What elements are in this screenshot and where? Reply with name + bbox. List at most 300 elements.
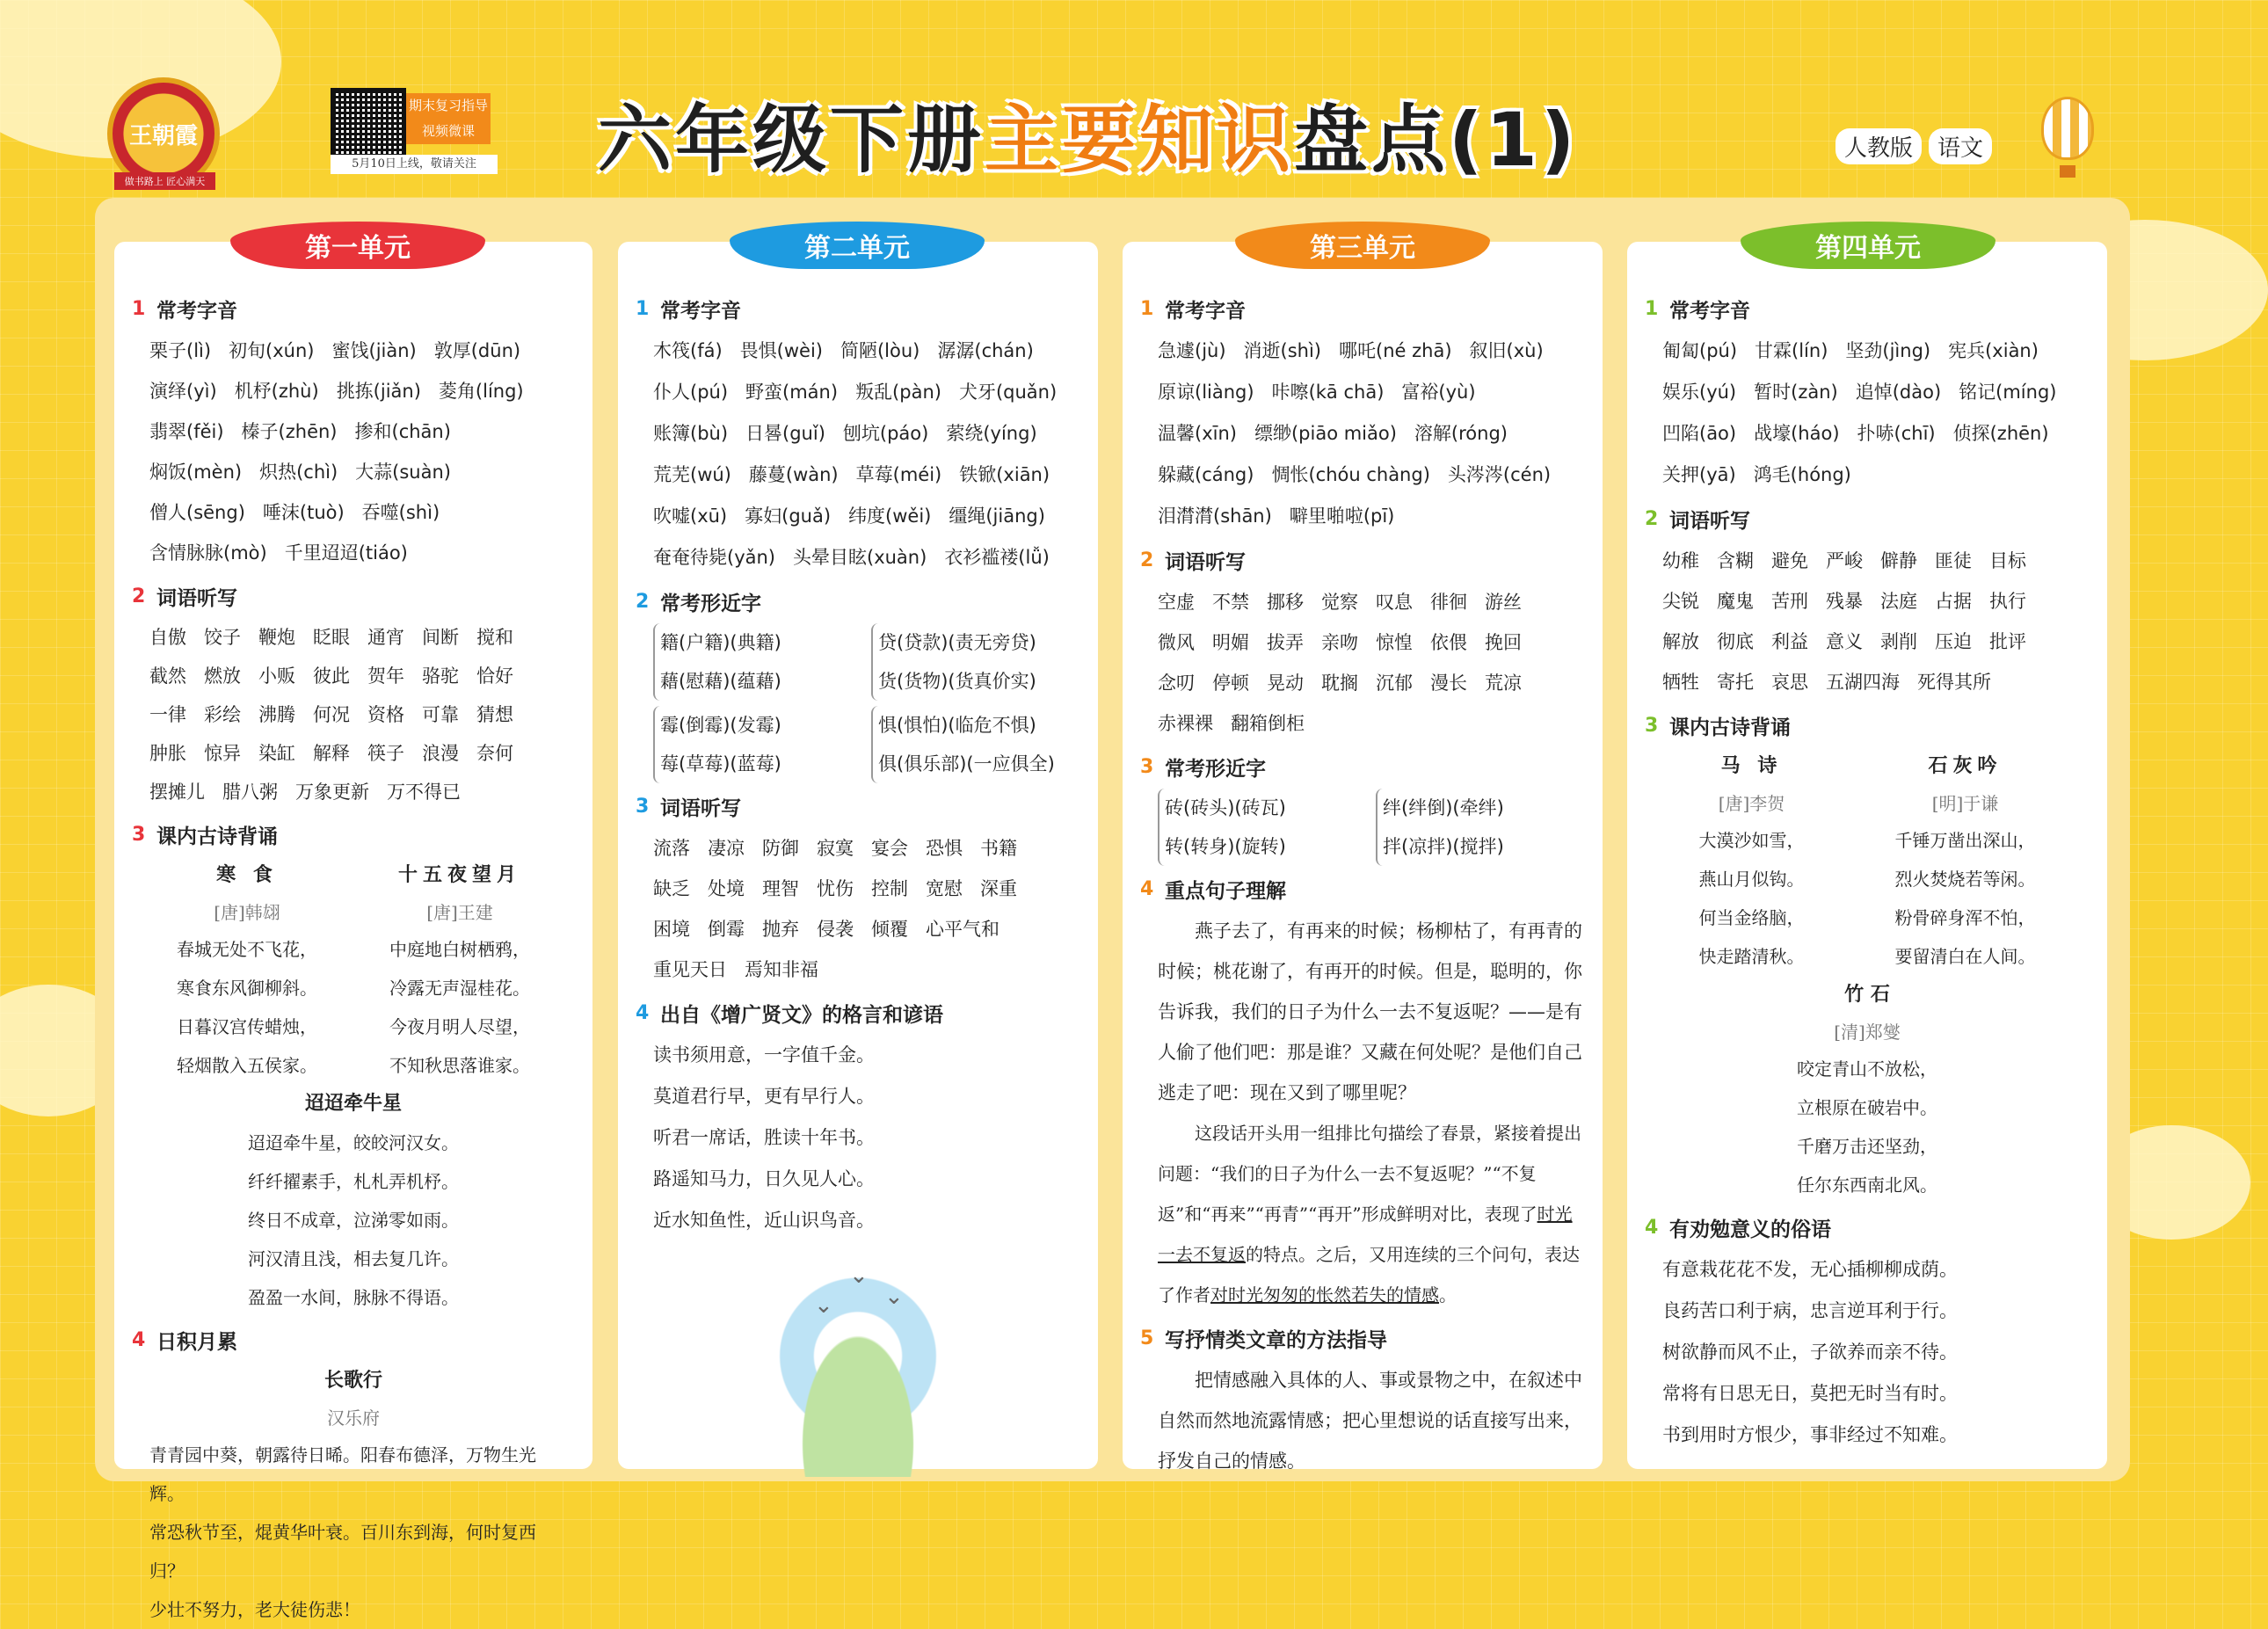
poem-line: 千磨万击还坚劲， bbox=[1797, 1136, 1937, 1157]
word-item: 心平气和 bbox=[926, 919, 1000, 940]
similar-char-item: 籍(户籍)(典籍) bbox=[660, 632, 781, 653]
pinyin-item: 萦绕(yíng) bbox=[946, 423, 1037, 444]
word-item: 严峻 bbox=[1826, 550, 1863, 571]
proverb-line: 路遥知马力，日久见人心。 bbox=[653, 1168, 875, 1189]
word-item: 翻箱倒柜 bbox=[1231, 713, 1305, 734]
section-heading bbox=[1645, 711, 2090, 740]
word-item: 控制 bbox=[871, 878, 908, 899]
section-number: 2 bbox=[132, 585, 146, 607]
word-item: 含糊 bbox=[1717, 550, 1754, 571]
word-item: 饺子 bbox=[204, 627, 241, 648]
edition-tag: 人教版 bbox=[1835, 128, 1922, 164]
proverb-line: 近水知鱼性，近山识鸟音。 bbox=[653, 1210, 875, 1231]
word-item: 空虚 bbox=[1158, 592, 1195, 613]
word-item: 处境 bbox=[708, 878, 745, 899]
word-item: 叹息 bbox=[1376, 592, 1413, 613]
word-item: 明媚 bbox=[1212, 632, 1249, 653]
word-item: 宽慰 bbox=[926, 878, 963, 899]
poem-line: 青青园中葵，朝露待日晞。阳春布德泽，万物生光辉。 bbox=[149, 1444, 536, 1504]
pinyin-item: 叙旧(xù) bbox=[1469, 340, 1544, 361]
pinyin-item: 急遽(jù) bbox=[1158, 340, 1226, 361]
word-item: 理智 bbox=[762, 878, 799, 899]
word-item: 幼稚 bbox=[1662, 550, 1699, 571]
similar-char-item: 砖(砖头)(砖瓦) bbox=[1165, 797, 1286, 818]
brand-logo-text: 王朝霞 bbox=[128, 122, 198, 149]
pinyin-item: 蜜饯(jiàn) bbox=[331, 340, 417, 361]
word-item: 游丝 bbox=[1485, 592, 1522, 613]
pinyin-item: 简陋(lòu) bbox=[840, 340, 920, 361]
section-number: 3 bbox=[1645, 715, 1659, 737]
similar-char-group bbox=[653, 706, 862, 783]
word-item: 忧伤 bbox=[817, 878, 854, 899]
word-item: 奈何 bbox=[476, 743, 513, 764]
poem bbox=[177, 856, 317, 1085]
section-number: 2 bbox=[1645, 508, 1659, 530]
pinyin-item: 藤蔓(wàn) bbox=[748, 464, 839, 485]
pinyin-item: 哪吒(né zhā) bbox=[1339, 340, 1452, 361]
unit1-banner: 第一单元 bbox=[230, 222, 485, 269]
section-title: 常考形近字 bbox=[1165, 758, 1266, 781]
header bbox=[0, 0, 2221, 198]
word-item: 徘徊 bbox=[1430, 592, 1467, 613]
word-item: 恐惧 bbox=[926, 838, 963, 859]
poem bbox=[132, 1085, 575, 1317]
pinyin-item: 甘霖(lín) bbox=[1755, 340, 1828, 361]
poem-line: 少壮不努力，老大徒伤悲！ bbox=[149, 1599, 360, 1620]
word-list bbox=[1140, 582, 1585, 744]
similar-char-list bbox=[1140, 789, 1585, 866]
saying-line: 常将有日思无日，莫把无时当有时。 bbox=[1662, 1383, 1958, 1404]
word-item: 五湖四海 bbox=[1826, 672, 1900, 693]
poem-author: [唐]李贺 bbox=[1718, 793, 1785, 814]
word-item: 执行 bbox=[1989, 591, 2026, 612]
word-item: 惊惶 bbox=[1376, 632, 1413, 653]
section-heading bbox=[636, 792, 1080, 821]
similar-char-list bbox=[636, 623, 1080, 783]
poem-lines bbox=[177, 930, 317, 1085]
poem-line: 河汉清且浅，相去复几许。 bbox=[248, 1248, 459, 1269]
poem bbox=[132, 1362, 575, 1436]
word-item: 挪移 bbox=[1267, 592, 1304, 613]
word-item: 间断 bbox=[422, 627, 459, 648]
word-item: 缺乏 bbox=[653, 878, 690, 899]
poem bbox=[1699, 747, 1805, 976]
pinyin-item: 吞噬(shì) bbox=[361, 502, 440, 523]
pinyin-item: 千里迢迢(tiáo) bbox=[284, 542, 408, 564]
word-item: 利益 bbox=[1771, 631, 1808, 652]
word-item: 剥削 bbox=[1880, 631, 1917, 652]
word-item: 压迫 bbox=[1935, 631, 1972, 652]
section-title: 词语听写 bbox=[660, 797, 741, 820]
word-item: 截然 bbox=[149, 665, 186, 687]
analysis-text: 的特点。之后，又用连续的三个问句，表达了作者 bbox=[1158, 1244, 1580, 1305]
word-item: 深重 bbox=[980, 878, 1017, 899]
poem-lines bbox=[1645, 1050, 2090, 1204]
poem-title: 十五夜望月 bbox=[397, 864, 521, 886]
pinyin-item: 榛子(zhēn) bbox=[241, 421, 338, 442]
word-item: 流落 bbox=[653, 838, 690, 859]
poem-pair bbox=[132, 856, 575, 1085]
balloon-icon bbox=[2041, 97, 2094, 160]
word-item: 批评 bbox=[1989, 631, 2026, 652]
word-item: 匪徒 bbox=[1935, 550, 1972, 571]
pinyin-item: 唾沫(tuò) bbox=[262, 502, 345, 523]
pinyin-item: 躲藏(cáng) bbox=[1158, 464, 1254, 485]
section-title: 常考字音 bbox=[1165, 300, 1246, 323]
section-heading bbox=[1140, 546, 1585, 575]
unit2-card bbox=[618, 242, 1098, 1469]
word-item: 依偎 bbox=[1430, 632, 1467, 653]
analysis-underline: 时光一去不复返 bbox=[1158, 1204, 1573, 1265]
poem-line: 轻烟散入五侯家。 bbox=[177, 1055, 317, 1076]
proverb-line: 读书须用意，一字值千金。 bbox=[653, 1044, 875, 1065]
section-heading bbox=[636, 999, 1080, 1028]
poem-lines bbox=[389, 930, 530, 1085]
word-item: 凄凉 bbox=[708, 838, 745, 859]
key-sentence-analysis bbox=[1140, 1113, 1585, 1315]
word-item: 法庭 bbox=[1880, 591, 1917, 612]
title-part: 六年级下册 bbox=[598, 97, 985, 183]
word-item: 荒凉 bbox=[1485, 673, 1522, 694]
word-item: 牺牲 bbox=[1662, 672, 1699, 693]
word-item: 拔弄 bbox=[1267, 632, 1304, 653]
similar-char-item: 绊(绊倒)(牵绊) bbox=[1383, 797, 1504, 818]
poem-line: 中庭地白树栖鸦， bbox=[389, 939, 530, 960]
goose-illustration bbox=[761, 1257, 955, 1477]
pinyin-item: 坚劲(jìng) bbox=[1845, 340, 1931, 361]
poem-line: 任尔东西南北风。 bbox=[1797, 1174, 1937, 1196]
word-item: 可靠 bbox=[422, 704, 459, 725]
word-item: 万不得已 bbox=[387, 782, 461, 803]
pinyin-item: 刨坑(páo) bbox=[842, 423, 929, 444]
section-heading bbox=[132, 1326, 575, 1355]
qr-note: 5月10日上线，敬请关注 bbox=[331, 155, 498, 174]
section-heading bbox=[1140, 875, 1585, 904]
word-item: 僻静 bbox=[1880, 550, 1917, 571]
section-heading bbox=[636, 295, 1080, 324]
poem-line: 寒食东风御柳斜。 bbox=[177, 978, 317, 999]
brand-ribbon: 做书路上 匠心满天 bbox=[114, 172, 215, 190]
section-heading bbox=[132, 582, 575, 611]
similar-char-group bbox=[871, 623, 1080, 701]
poem-author: [唐]王建 bbox=[426, 902, 493, 923]
poem bbox=[389, 856, 530, 1085]
pinyin-item: 溶解(róng) bbox=[1414, 423, 1508, 444]
word-item: 寄托 bbox=[1717, 672, 1754, 693]
bird-icon: ⌄ bbox=[884, 1284, 904, 1310]
section-number: 3 bbox=[132, 824, 146, 846]
poem-line: 千锤万凿出深山， bbox=[1894, 830, 2036, 851]
pinyin-item: 吹嘘(xū) bbox=[653, 505, 728, 527]
unit4-card bbox=[1627, 242, 2107, 1469]
word-item: 漫长 bbox=[1430, 673, 1467, 694]
pinyin-item: 鸿毛(hóng) bbox=[1753, 464, 1851, 485]
word-item: 晃动 bbox=[1267, 673, 1304, 694]
pinyin-item: 奄奄待毙(yǎn) bbox=[653, 547, 775, 568]
pinyin-item: 衣衫褴褛(lǚ) bbox=[944, 547, 1050, 568]
qr-label-line: 视频微课 bbox=[421, 123, 475, 139]
word-item: 亲吻 bbox=[1321, 632, 1358, 653]
word-item: 避免 bbox=[1771, 550, 1808, 571]
word-item: 沉郁 bbox=[1376, 673, 1413, 694]
section-title: 词语听写 bbox=[1669, 510, 1750, 533]
pinyin-item: 翡翠(fěi) bbox=[149, 421, 224, 442]
word-item: 寂寞 bbox=[817, 838, 854, 859]
section-number: 2 bbox=[636, 591, 650, 613]
poem-line: 粉骨碎身浑不怕， bbox=[1894, 907, 2036, 928]
section-title: 重点句子理解 bbox=[1165, 880, 1286, 903]
pinyin-item: 关押(yā) bbox=[1662, 464, 1736, 485]
pinyin-item: 挑拣(jiǎn) bbox=[336, 381, 421, 402]
section-number: 3 bbox=[636, 796, 650, 818]
word-item: 微风 bbox=[1158, 632, 1195, 653]
word-item: 骆驼 bbox=[422, 665, 459, 687]
subject-tag: 语文 bbox=[1929, 128, 1992, 164]
section-title: 常考形近字 bbox=[660, 593, 761, 615]
pinyin-item: 铭记(míng) bbox=[1959, 382, 2057, 403]
proverb-list bbox=[636, 1035, 1080, 1241]
poem-line: 日暮汉宫传蜡烛， bbox=[177, 1016, 317, 1037]
similar-char-item: 贷(贷款)(责无旁贷) bbox=[878, 632, 1036, 653]
pinyin-item: 凹陷(āo) bbox=[1662, 423, 1737, 444]
unit3-card bbox=[1123, 242, 1603, 1472]
section-title: 课内古诗背诵 bbox=[1669, 716, 1791, 739]
word-item: 一律 bbox=[149, 704, 186, 725]
poem bbox=[1645, 976, 2090, 1204]
section-number: 4 bbox=[636, 1002, 650, 1024]
pinyin-item: 畏惧(wèi) bbox=[739, 340, 823, 361]
pinyin-item: 荒芜(wú) bbox=[653, 464, 731, 485]
pinyin-item: 野蛮(mán) bbox=[745, 382, 839, 403]
section-heading bbox=[1140, 753, 1585, 782]
qr-code[interactable] bbox=[331, 88, 406, 164]
word-item: 彩绘 bbox=[204, 704, 241, 725]
bird-icon: ⌄ bbox=[814, 1292, 833, 1319]
word-item: 浪漫 bbox=[422, 743, 459, 764]
pinyin-item: 噼里啪啦(pī) bbox=[1289, 505, 1395, 527]
saying-line: 书到用时方恨少，事非经过不知难。 bbox=[1662, 1424, 1958, 1445]
poem-lines bbox=[132, 1124, 575, 1317]
saying-line: 树欲静而风不止，子欲养而亲不待。 bbox=[1662, 1342, 1958, 1363]
word-list bbox=[132, 618, 575, 811]
similar-char-group bbox=[1158, 789, 1367, 866]
section-heading bbox=[1140, 295, 1585, 324]
section-heading bbox=[1645, 505, 2090, 534]
pinyin-item: 初旬(xún) bbox=[229, 340, 315, 361]
section-number: 1 bbox=[636, 298, 650, 320]
pinyin-item: 暂时(zàn) bbox=[1754, 382, 1838, 403]
poem-line: 春城无处不飞花， bbox=[177, 939, 317, 960]
title-part: 盘点(1) bbox=[1294, 97, 1579, 183]
poem-line: 烈火焚烧若等闲。 bbox=[1894, 869, 2036, 890]
pinyin-item: 菱角(líng) bbox=[438, 381, 524, 402]
word-item: 惊异 bbox=[204, 743, 241, 764]
similar-char-item: 藉(慰藉)(蕴藉) bbox=[660, 671, 781, 692]
section-title: 出自《增广贤文》的格言和谚语 bbox=[660, 1004, 943, 1027]
pinyin-item: 缰绳(jiāng) bbox=[949, 505, 1045, 527]
poem-line: 快走踏清秋。 bbox=[1698, 946, 1805, 967]
word-item: 抛弃 bbox=[762, 919, 799, 940]
word-item: 解释 bbox=[313, 743, 350, 764]
pinyin-list bbox=[1140, 331, 1585, 537]
poem-lines bbox=[132, 1436, 575, 1629]
word-item: 万象更新 bbox=[295, 782, 369, 803]
saying-line: 有意栽花花不发，无心插柳柳成荫。 bbox=[1662, 1259, 1958, 1280]
similar-char-item: 转(转身)(旋转) bbox=[1165, 836, 1286, 857]
pinyin-item: 木筏(fá) bbox=[653, 340, 723, 361]
pinyin-item: 原谅(liàng) bbox=[1158, 382, 1254, 403]
pinyin-item: 栗子(lì) bbox=[149, 340, 212, 361]
word-item: 鞭炮 bbox=[258, 627, 295, 648]
poem-line: 要留清白在人间。 bbox=[1894, 946, 2036, 967]
poem-line: 常恐秋节至，焜黄华叶衰。百川东到海，何时复西归？ bbox=[149, 1522, 536, 1582]
similar-char-group bbox=[1376, 789, 1585, 866]
word-list bbox=[1645, 541, 2090, 702]
pinyin-item: 消逝(shì) bbox=[1243, 340, 1322, 361]
word-item: 恰好 bbox=[476, 665, 513, 687]
section-title: 词语听写 bbox=[156, 587, 237, 610]
analysis-text: 这段话开头用一组排比句描绘了春景，紧接着提出问题：“我们的日子为什么一去不复返呢？”“不复返”和“再来”“再青”“再开”形成鲜明对比，表现了 bbox=[1158, 1123, 1581, 1225]
word-item: 贺年 bbox=[367, 665, 404, 687]
word-item: 哀思 bbox=[1771, 672, 1808, 693]
section-heading bbox=[1645, 1213, 2090, 1242]
word-item: 魔鬼 bbox=[1717, 591, 1754, 612]
poem-line: 终日不成章，泣涕零如雨。 bbox=[248, 1210, 459, 1231]
title-highlight: 主要知识 bbox=[985, 97, 1295, 183]
word-item: 耽搁 bbox=[1321, 673, 1358, 694]
section-number: 3 bbox=[1140, 756, 1154, 778]
section-title: 常考字音 bbox=[1669, 300, 1750, 323]
unit3-banner: 第三单元 bbox=[1235, 222, 1490, 269]
edition-tags bbox=[1835, 128, 1992, 164]
pinyin-item: 焖饭(mèn) bbox=[149, 462, 243, 483]
word-item: 意义 bbox=[1826, 631, 1863, 652]
poem-author: [明]于谦 bbox=[1931, 793, 1999, 814]
poem-line: 大漠沙如雪， bbox=[1698, 830, 1805, 851]
pinyin-list bbox=[636, 331, 1080, 578]
word-item: 侵袭 bbox=[817, 919, 854, 940]
section-title: 课内古诗背诵 bbox=[156, 825, 278, 848]
unit4-banner: 第四单元 bbox=[1741, 222, 1995, 269]
poem-line: 燕山月似钩。 bbox=[1698, 869, 1805, 890]
section-number: 4 bbox=[132, 1329, 146, 1351]
proverb-line: 莫道君行早，更有早行人。 bbox=[653, 1086, 875, 1107]
saying-line: 良药苦口利于病，忠言逆耳利于行。 bbox=[1662, 1300, 1958, 1321]
pinyin-item: 草莓(méi) bbox=[855, 464, 942, 485]
section-number: 1 bbox=[132, 298, 146, 320]
section-number: 5 bbox=[1140, 1327, 1154, 1349]
balloon-basket-icon bbox=[2060, 165, 2075, 178]
similar-char-item: 霉(倒霉)(发霉) bbox=[660, 715, 781, 736]
pinyin-item: 僧人(sēng) bbox=[149, 502, 245, 523]
section-number: 1 bbox=[1645, 298, 1659, 320]
pinyin-item: 机杼(zhù) bbox=[234, 381, 319, 402]
word-item: 停顿 bbox=[1212, 673, 1249, 694]
section-title: 有劝勉意义的俗语 bbox=[1669, 1218, 1831, 1241]
poem-title: 迢迢牵牛星 bbox=[304, 1093, 402, 1115]
saying-list bbox=[1645, 1249, 2090, 1456]
unit1-card bbox=[114, 242, 592, 1620]
word-item: 染缸 bbox=[258, 743, 295, 764]
similar-char-item: 惧(惧怕)(临危不惧) bbox=[878, 715, 1036, 736]
section-number: 4 bbox=[1645, 1217, 1659, 1239]
section-title: 写抒情类文章的方法指导 bbox=[1165, 1329, 1387, 1352]
poem bbox=[1895, 747, 2036, 976]
word-item: 残暴 bbox=[1826, 591, 1863, 612]
word-item: 尖锐 bbox=[1662, 591, 1699, 612]
unit2-banner: 第二单元 bbox=[730, 222, 985, 269]
pinyin-item: 犬牙(quǎn) bbox=[958, 382, 1058, 403]
section-title: 日积月累 bbox=[156, 1331, 237, 1354]
word-item: 燃放 bbox=[204, 665, 241, 687]
similar-char-item: 莓(草莓)(蓝莓) bbox=[660, 753, 781, 775]
poem-line: 盈盈一水间，脉脉不得语。 bbox=[248, 1287, 459, 1308]
page-title bbox=[598, 81, 1578, 187]
word-item: 彻底 bbox=[1717, 631, 1754, 652]
pinyin-item: 敦厚(dūn) bbox=[433, 340, 521, 361]
word-item: 苦刑 bbox=[1771, 591, 1808, 612]
word-item: 念叨 bbox=[1158, 673, 1195, 694]
analysis-underline: 对时光匆匆的怅然若失的情感 bbox=[1210, 1284, 1439, 1305]
word-item: 重见天日 bbox=[653, 959, 727, 980]
pinyin-item: 头晕目眩(xuàn) bbox=[793, 547, 927, 568]
poem-line: 咬定青山不放松， bbox=[1797, 1058, 1937, 1080]
pinyin-item: 缥缈(piāo miǎo) bbox=[1254, 423, 1397, 444]
word-item: 筷子 bbox=[367, 743, 404, 764]
pinyin-item: 叛乱(pàn) bbox=[855, 382, 941, 403]
key-sentence-text: 燕子去了，有再来的时候；杨柳枯了，有再青的时候；桃花谢了，有再开的时候。但是，聪明的，你告诉我，我们的日子为什么一去不复返呢？——是有人偷了他们吧：那是谁？又藏在何处呢？是他们自己逃走了吧：现在又到了哪里呢？ bbox=[1158, 920, 1582, 1103]
pinyin-item: 纬度(wěi) bbox=[848, 505, 932, 527]
writing-guide-text: 把情感融入具体的人、事或景物之中，在叙述中自然而然地流露情感；把心里想说的话直接写出来，抒发自己的情感。 bbox=[1158, 1370, 1582, 1472]
analysis-text: 。 bbox=[1439, 1284, 1457, 1305]
word-item: 赤裸裸 bbox=[1158, 713, 1213, 734]
word-item: 猜想 bbox=[476, 704, 513, 725]
word-item: 何况 bbox=[313, 704, 350, 725]
pinyin-item: 匍匐(pú) bbox=[1662, 340, 1738, 361]
poem-line: 迢迢牵牛星，皎皎河汉女。 bbox=[248, 1132, 459, 1153]
word-item: 目标 bbox=[1989, 550, 2026, 571]
pinyin-item: 掺和(chān) bbox=[354, 421, 451, 442]
poem-pair bbox=[1645, 747, 2090, 976]
section-number: 4 bbox=[1140, 878, 1154, 900]
poem-line: 立根原在破岩中。 bbox=[1797, 1097, 1937, 1118]
qr-label-line: 期末复习指导 bbox=[408, 98, 488, 113]
pinyin-item: 泪潸潸(shān) bbox=[1158, 505, 1272, 527]
poem-title: 长歌行 bbox=[323, 1370, 382, 1392]
qr-label bbox=[406, 93, 491, 144]
pinyin-item: 大蒜(suàn) bbox=[355, 462, 451, 483]
pinyin-item: 娱乐(yú) bbox=[1662, 382, 1737, 403]
pinyin-item: 铁锨(xiān) bbox=[959, 464, 1050, 485]
section-title: 常考字音 bbox=[156, 300, 237, 323]
word-item: 挽回 bbox=[1485, 632, 1522, 653]
word-item: 沸腾 bbox=[258, 704, 295, 725]
word-item: 眨眼 bbox=[313, 627, 350, 648]
section-number: 1 bbox=[1140, 298, 1154, 320]
poem-line: 今夜月明人尽望， bbox=[389, 1016, 530, 1037]
word-list bbox=[636, 828, 1080, 990]
pinyin-item: 仆人(pú) bbox=[653, 382, 729, 403]
poem-line: 冷露无声湿桂花。 bbox=[389, 978, 530, 999]
pinyin-list bbox=[132, 331, 575, 573]
word-item: 小贩 bbox=[258, 665, 295, 687]
word-item: 搅和 bbox=[476, 627, 513, 648]
pinyin-list bbox=[1645, 331, 2090, 496]
pinyin-item: 追悼(dào) bbox=[1855, 382, 1942, 403]
similar-char-group bbox=[871, 706, 1080, 783]
section-heading bbox=[132, 295, 575, 324]
section-title: 常考字音 bbox=[660, 300, 741, 323]
